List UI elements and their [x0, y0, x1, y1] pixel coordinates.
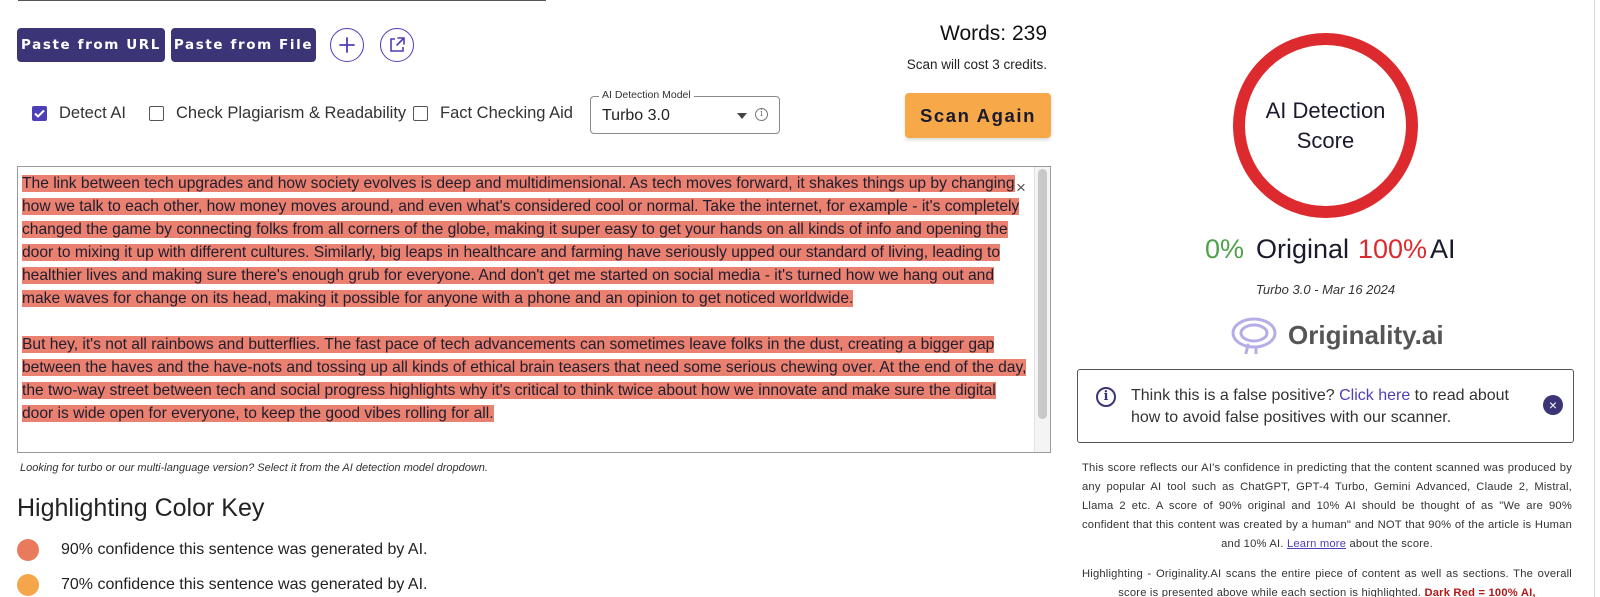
info-icon: i [1096, 387, 1116, 407]
color-swatch [17, 539, 39, 561]
ai-model-select[interactable] [590, 89, 780, 134]
click-here-link[interactable]: Click here [1339, 387, 1411, 404]
detect-ai-label: Detect AI [59, 104, 126, 122]
highlighted-paragraph: The link between tech upgrades and how society evolves is deep and multidimensional. As tech moves forward, it shakes things up by changing how we talk to each other, how money moves around, and even what's considered cool or normal. Take the internet, for example - it's completely changed the game by connecting folks from all corners of the globe, making it super easy to get your hands on all kinds of info and opening the door to mixing it up with different cultures. Similarly, big leaps in healthcare and farming have seriously upped our standard of living, leading to healthier lives and making sure there's enough grub for everyone. And don't get me started on social media - it's turned how we hang out and make waves for change on its head, making it possible for anyone with a phone and an opinion to get noticed worldwide. [22, 175, 1020, 307]
plagiarism-label: Check Plagiarism & Readability [176, 104, 407, 122]
detect-ai-checkbox[interactable] [32, 106, 47, 121]
color-key-item [17, 574, 427, 596]
scan-again-button[interactable]: Scan Again [905, 93, 1051, 138]
plus-icon[interactable] [330, 28, 364, 62]
ai-percent: 100% [1358, 234, 1428, 264]
plagiarism-checkbox[interactable] [149, 106, 164, 121]
dark-red-legend: Dark Red = 100% AI, [1424, 587, 1536, 597]
textarea-scrollbar[interactable] [1034, 167, 1050, 452]
brand-name: Originality.ai [1288, 319, 1444, 350]
score-explanation: This score reflects our AI's confidence in predicting that the content scanned was produced by any popular AI tool such as ChatGPT, GPT-4 Turbo, Gemini Advanced, Claude 2, Mistral, Llama 2 etc. A score of 90% original and 10% AI should be thought of as "We are 90% confident that this content was created by a human" and NOT that 90% of the article is Human and 10% AI. Learn more about the score. [1082, 462, 1572, 550]
content-textarea[interactable] [17, 166, 1051, 453]
highlighting-explanation: Highlighting - Originality.AI scans the entire piece of content as well as sections. The overall score is presented above while each section is highlighted. Dark Red = 100% AI, [1082, 568, 1572, 597]
fact-check-option[interactable] [413, 104, 573, 123]
originality-logo [1230, 316, 1444, 354]
color-key-title: Highlighting Color Key [17, 494, 265, 522]
learn-more-link[interactable]: Learn more [1286, 538, 1347, 550]
ai-model-value: Turbo 3.0 [602, 107, 670, 124]
color-key-label: 90% confidence this sentence was generated by AI. [61, 541, 428, 558]
info-icon[interactable]: i [755, 108, 768, 121]
scan-cost: Scan will cost 3 credits. [906, 57, 1047, 72]
color-key-item [17, 539, 427, 561]
panel-edge [1594, 0, 1595, 597]
chevron-down-icon[interactable] [737, 113, 747, 119]
fact-check-checkbox[interactable] [413, 106, 428, 121]
word-count: Words: 239 [940, 22, 1047, 45]
color-key-label: 70% confidence this sentence was generated by AI. [61, 576, 428, 593]
highlighted-paragraph: But hey, it's not all rainbows and butterflies. The fast pace of tech advancements can sometimes leave folks in the dust, creating a bigger gap between the haves and the have-nots and tossing up all kinds of ethical brain teasers that need some serious chewing over. At the end of the day, the two-way street between tech and social progress highlights why it's critical to think twice about how we innovate and make sure the digital door is wide open for everyone, to keep the good vibes rolling for all. [22, 336, 1027, 422]
false-positive-text: Think this is a false positive? Click here to read about how to avoid false positives with our scanner. [1131, 387, 1509, 426]
detect-ai-option[interactable] [32, 104, 126, 123]
paste-from-url-button[interactable]: Paste from URL [17, 28, 165, 62]
ai-score-label: AI Detection Score [1265, 98, 1386, 153]
original-label: Original [1256, 234, 1350, 264]
close-icon[interactable]: × [1543, 395, 1563, 415]
false-positive-notice [1077, 369, 1574, 443]
paste-from-file-button[interactable]: Paste from File [171, 28, 316, 62]
content-text[interactable] [22, 172, 1030, 448]
ai-model-legend: AI Detection Model [599, 89, 694, 101]
top-divider [18, 0, 546, 1]
export-icon[interactable] [380, 28, 414, 62]
fact-check-label: Fact Checking Aid [440, 104, 573, 122]
brain-icon [1230, 316, 1278, 354]
scan-meta: Turbo 3.0 - Mar 16 2024 [1255, 282, 1396, 297]
original-percent: 0% [1205, 234, 1245, 264]
plagiarism-option[interactable] [149, 104, 406, 123]
color-swatch [17, 574, 39, 596]
model-hint: Looking for turbo or our multi-language version? Select it from the AI detection model dropdown. [20, 462, 488, 474]
ai-label: AI [1430, 234, 1456, 264]
clear-text-icon[interactable]: × [1016, 178, 1026, 197]
scrollbar-thumb[interactable] [1038, 169, 1047, 419]
